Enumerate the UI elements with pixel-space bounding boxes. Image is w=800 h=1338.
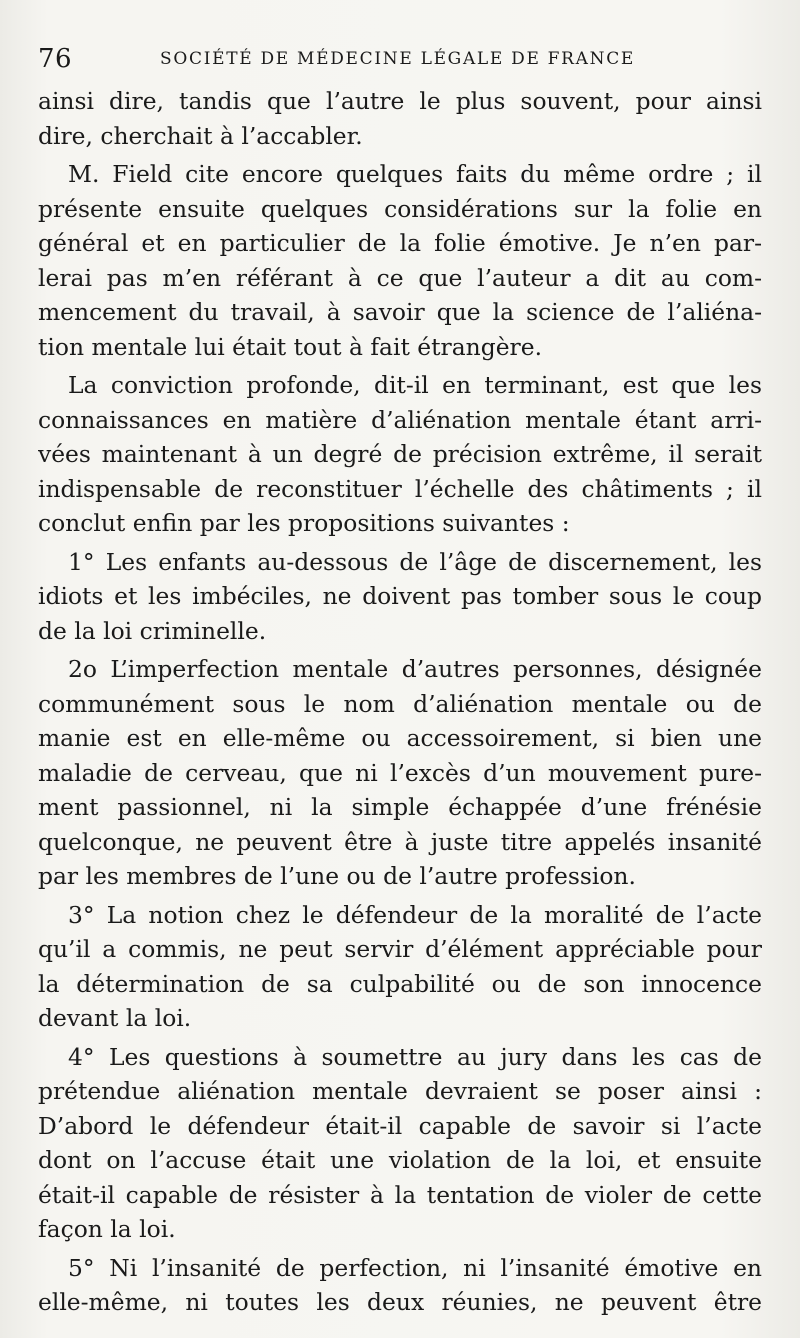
paragraph (38, 545, 762, 649)
text-line: dont on l’accuse était une violation de la loi, et ensuite (38, 1146, 762, 1174)
text-line: dire, cherchait à l’accabler. (38, 121, 363, 150)
text-line: tion mentale lui était tout à fait étrangère. (38, 332, 543, 361)
text-line: devant la loi. (38, 1004, 192, 1032)
text-line: était-il capable de résister à la tentation de violer de cette (38, 1180, 762, 1209)
paragraph (38, 84, 762, 153)
paragraph (38, 1251, 762, 1320)
paragraph (38, 1040, 762, 1247)
text-line: ainsi dire, tandis que l’autre le plus souvent, pour ainsi (38, 87, 762, 115)
text-line: communément sous le nom d’aliénation mentale ou de (38, 689, 762, 718)
text-line: indispensable de reconstituer l’échelle des châtiments ; il (38, 474, 762, 503)
text-line: idiots et les imbéciles, ne doivent pas tomber sous le coup (38, 582, 762, 610)
text-line: prétendue aliénation mentale devraient se poser ainsi : (38, 1077, 762, 1105)
text-line: 3° La notion chez le défendeur de la moralité de l’acte (68, 900, 762, 929)
text-line: connaissances en matière d’aliénation mentale étant arri- (38, 405, 762, 434)
text-line: présente ensuite quelques considérations sur la folie en (38, 194, 762, 223)
paragraph (38, 898, 762, 1036)
text-line: quelconque, ne peuvent être à juste titre appelés insanité (38, 827, 762, 856)
text-line: 1° Les enfants au-dessous de l’âge de discernement, les (68, 547, 762, 576)
text-line: M. Field cite encore quelques faits du même ordre ; il (68, 160, 762, 188)
text-line: D’abord le défendeur était-il capable de savoir si l’acte (38, 1111, 762, 1140)
text-line: par les membres de l’une ou de l’autre profession. (38, 862, 636, 890)
running-head: SOCIÉTÉ DE MÉDECINE LÉGALE DE FRANCE (160, 49, 636, 69)
text-line: vées maintenant à un degré de précision extrême, il serait (38, 440, 762, 468)
text-line: elle-même, ni toutes les deux réunies, ne peuvent être (38, 1288, 762, 1316)
text-line: 4° Les questions à soumettre au jury dans les cas de (68, 1042, 762, 1071)
text-line: maladie de cerveau, que ni l’excès d’un mouvement pure- (38, 758, 762, 787)
page-header (38, 42, 758, 78)
paragraph (38, 368, 762, 541)
text-line: général et en particulier de la folie émotive. Je n’en par- (38, 229, 762, 257)
text-line: conclut enfin par les propositions suivantes : (38, 509, 570, 537)
text-line: 5° Ni l’insanité de perfection, ni l’insanité émotive en (68, 1253, 762, 1282)
text-line: la détermination de sa culpabilité ou de son innocence (38, 969, 762, 998)
text-line: qu’il a commis, ne peut servir d’élément appréciable pour (38, 935, 762, 963)
text-line: de la loi criminelle. (38, 616, 267, 645)
text-line: La conviction profonde, dit-il en terminant, est que les (68, 371, 762, 399)
text-line: 2o L’imperfection mentale d’autres personnes, désignée (68, 655, 762, 683)
text-line: mencement du travail, à savoir que la science de l’aliéna- (38, 298, 762, 326)
page-body (38, 84, 762, 1320)
page-number: 76 (38, 44, 73, 74)
paragraph (38, 652, 762, 894)
text-line: lerai pas m’en référant à ce que l’auteur a dit au com- (38, 263, 762, 292)
text-line: ment passionnel, ni la simple échappée d’une frénésie (38, 793, 762, 821)
text-line: manie est en elle-même ou accessoirement, si bien une (38, 724, 762, 752)
paragraph (38, 157, 762, 364)
text-line: façon la loi. (38, 1215, 176, 1243)
